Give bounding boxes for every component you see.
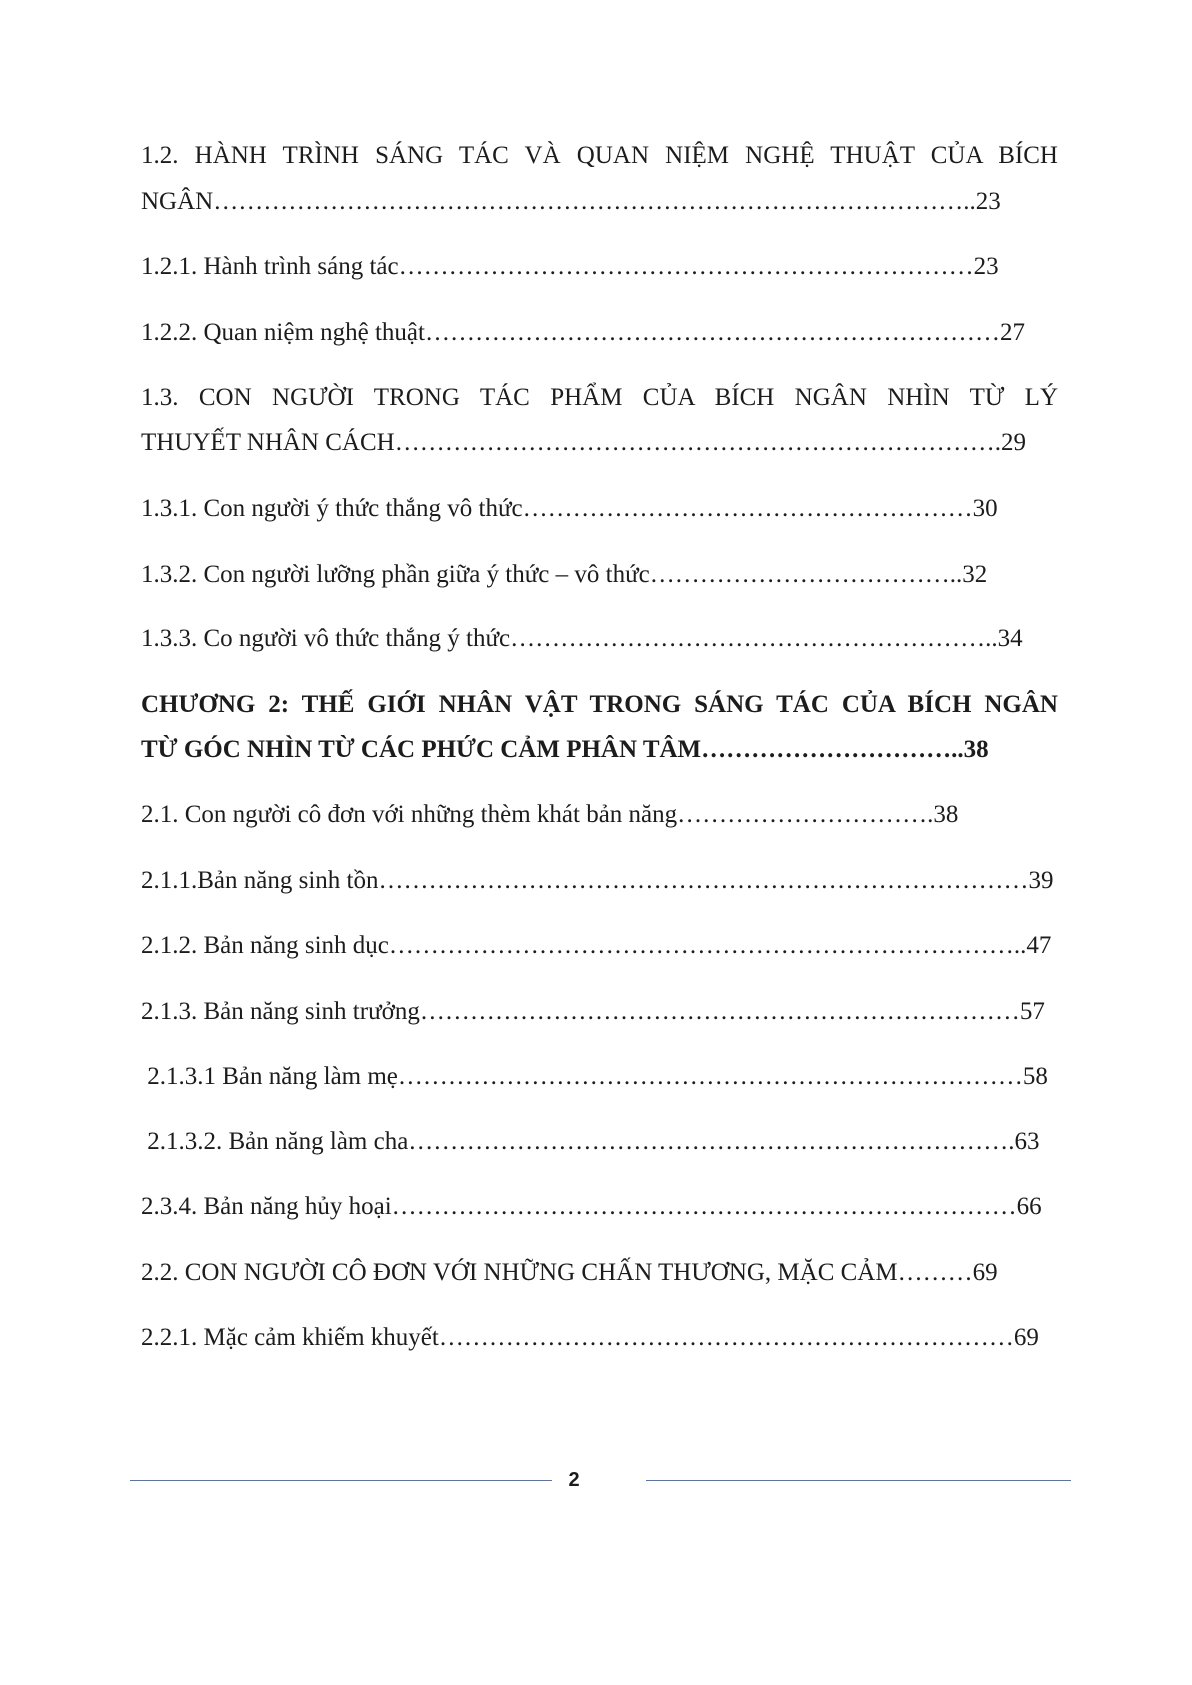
toc-entry-1-3-title: 1.3. CON NGƯỜI TRONG TÁC PHẨM CỦA BÍCH NGÂN NHÌN TỪ LÝ: [141, 384, 1058, 411]
toc-entry-1-3-2: 1.3.2. Con người lưỡng phần giữa ý thức – vô thức………………………………..32: [141, 561, 988, 588]
toc-entry-1-2-2: 1.2.2. Quan niệm nghệ thuật……………………………………………………………27: [141, 319, 1025, 346]
toc-entry-2-1-3: 2.1.3. Bản năng sinh trưởng………………………………………………………………57: [141, 998, 1045, 1025]
toc-entry-2-1: 2.1. Con người cô đơn với những thèm khát bản năng………………………….38: [141, 801, 959, 828]
toc-chapter-2-title-cont: TỪ GÓC NHÌN TỪ CÁC PHỨC CẢM PHÂN TÂM…………………………..38: [141, 736, 989, 763]
footer-rule-left: [130, 1480, 552, 1481]
toc-entry-2-1-2: 2.1.2. Bản năng sinh dục…………………………………………………………………..47: [141, 932, 1052, 959]
toc-entry-1-3-1: 1.3.1. Con người ý thức thắng vô thức………………………………………………30: [141, 495, 998, 522]
footer-rule-right: [646, 1480, 1071, 1481]
toc-entry-2-1-1: 2.1.1.Bản năng sinh tồn……………………………………………………………………39: [141, 867, 1054, 894]
toc-entry-2-2: 2.2. CON NGƯỜI CÔ ĐƠN VỚI NHỮNG CHẤN THƯƠNG, MẶC CẢM………69: [141, 1259, 998, 1286]
toc-entry-1-2-title-cont: NGÂN………………………………………………………………………………..23: [141, 188, 1001, 215]
page-number: 2: [568, 1469, 580, 1491]
toc-entry-2-1-3-1: 2.1.3.1 Bản năng làm mẹ…………………………………………………………………58: [141, 1063, 1048, 1090]
toc-entry-2-1-3-2: 2.1.3.2. Bản năng làm cha……………………………………………………………….63: [141, 1128, 1040, 1155]
toc-entry-1-3-3: 1.3.3. Co người vô thức thắng ý thức…………………………………………………..34: [141, 625, 1023, 652]
toc-chapter-2-title: CHƯƠNG 2: THẾ GIỚI NHÂN VẬT TRONG SÁNG TÁC CỦA BÍCH NGÂN: [141, 691, 1058, 718]
toc-entry-1-2-title: 1.2. HÀNH TRÌNH SÁNG TÁC VÀ QUAN NIỆM NGHỆ THUẬT CỦA BÍCH: [141, 142, 1058, 169]
toc-entry-1-3-title-cont: THUYẾT NHÂN CÁCH……………………………………………………………….29: [141, 429, 1026, 456]
toc-entry-1-2-1: 1.2.1. Hành trình sáng tác……………………………………………………………23: [141, 253, 999, 280]
toc-entry-2-3-4: 2.3.4. Bản năng hủy hoại…………………………………………………………………66: [141, 1193, 1042, 1220]
toc-entry-2-2-1: 2.2.1. Mặc cảm khiếm khuyết……………………………………………………………69: [141, 1324, 1039, 1351]
